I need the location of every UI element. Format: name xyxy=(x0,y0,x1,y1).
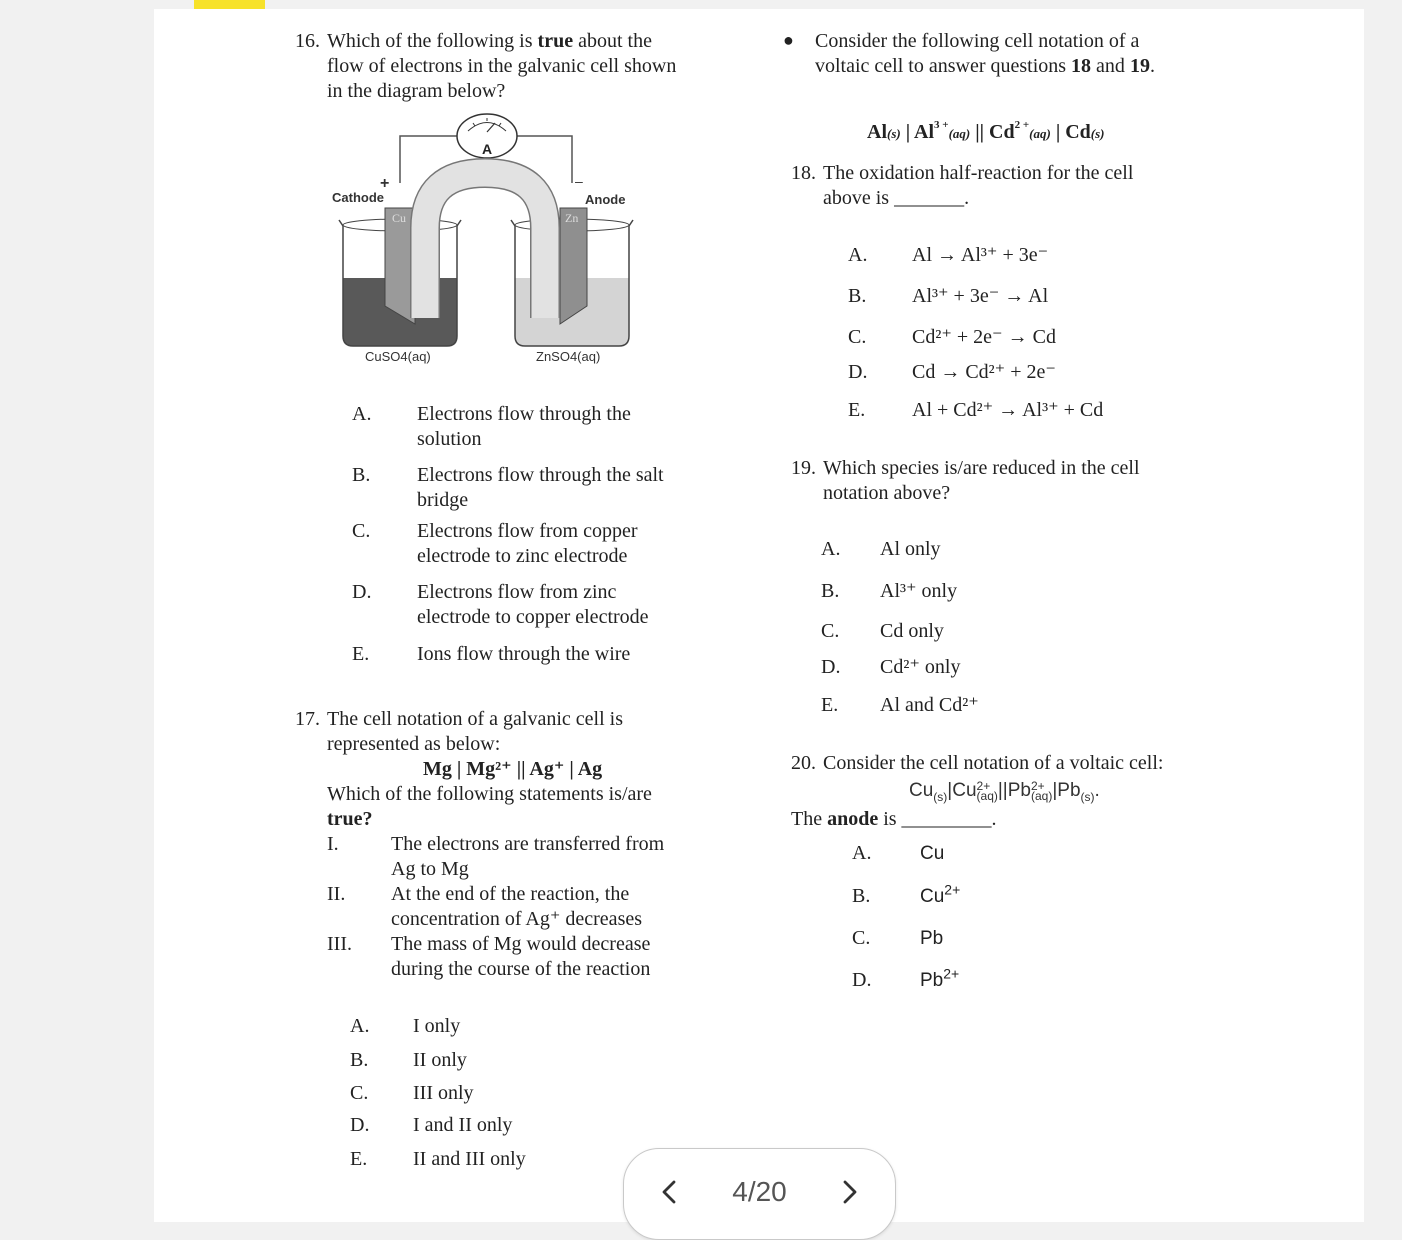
anode-question: The anode is _________. xyxy=(791,808,997,830)
cell-notation: Al(s) | $Al^{3 +}(aq)$ || $Cd^{2 +}(aq)$ | Cd(s) xyxy=(867,119,1105,143)
plus-sign: + xyxy=(380,175,390,192)
zinc-electrode xyxy=(560,208,587,324)
galvanic-cell-diagram xyxy=(325,108,645,373)
znso4-label: ZnSO4(aq) xyxy=(536,349,601,364)
chevron-right-icon[interactable] xyxy=(837,1177,863,1207)
page-indicator: 4/20 xyxy=(732,1176,787,1207)
question-number: 17. xyxy=(295,708,320,730)
cell-notation: Mg | Mg²⁺ || Ag⁺ | Ag xyxy=(423,758,603,780)
question-text-line: Which of the following statements is/are xyxy=(327,783,652,805)
question-number: 16. xyxy=(295,30,320,52)
intro-18-19 xyxy=(815,29,1235,79)
question-text-line: Which species is/are reduced in the cell xyxy=(823,457,1140,479)
question-text-line: The cell notation of a galvanic cell is xyxy=(327,708,623,730)
intro-line: Consider the following cell notation of a xyxy=(815,30,1140,52)
cuso4-label: CuSO4(aq) xyxy=(365,349,431,364)
question-number: 18. xyxy=(791,162,816,184)
question-number: 20. xyxy=(791,752,816,774)
question-text-line: The oxidation half-reaction for the cell xyxy=(823,162,1134,184)
page-navigator xyxy=(623,1148,896,1240)
question-text-line: Consider the cell notation of a voltaic cell: xyxy=(823,752,1164,774)
question-text-line: flow of electrons in the galvanic cell shown xyxy=(327,55,677,77)
question-text-line: in the diagram below? xyxy=(327,80,506,102)
question-text-line: above is _______. xyxy=(823,187,970,209)
bullet-icon: ● xyxy=(783,30,794,50)
highlight-bar xyxy=(194,0,265,9)
cu-label: Cu xyxy=(392,211,407,225)
question-text-line: notation above? xyxy=(823,482,951,504)
question-text-line: Which of the following is true about the xyxy=(327,30,652,52)
minus-sign: – xyxy=(575,173,583,189)
cathode-label: Cathode xyxy=(332,190,384,205)
question-text-line: true? xyxy=(327,808,373,830)
ammeter-label: A xyxy=(482,141,493,157)
question-number: 19. xyxy=(791,457,816,479)
zn-label: Zn xyxy=(565,211,579,225)
anode-label: Anode xyxy=(585,192,626,207)
intro-line: voltaic cell to answer questions 18 and 19. xyxy=(815,55,1155,77)
ammeter xyxy=(457,114,517,158)
cell-notation: $Cu_{(s)}|Cu$ 2+ (aq) ||Pb 2+ (aq) $|Pb_{(s)}$. xyxy=(909,778,1100,804)
question-text-line: represented as below: xyxy=(327,733,501,755)
